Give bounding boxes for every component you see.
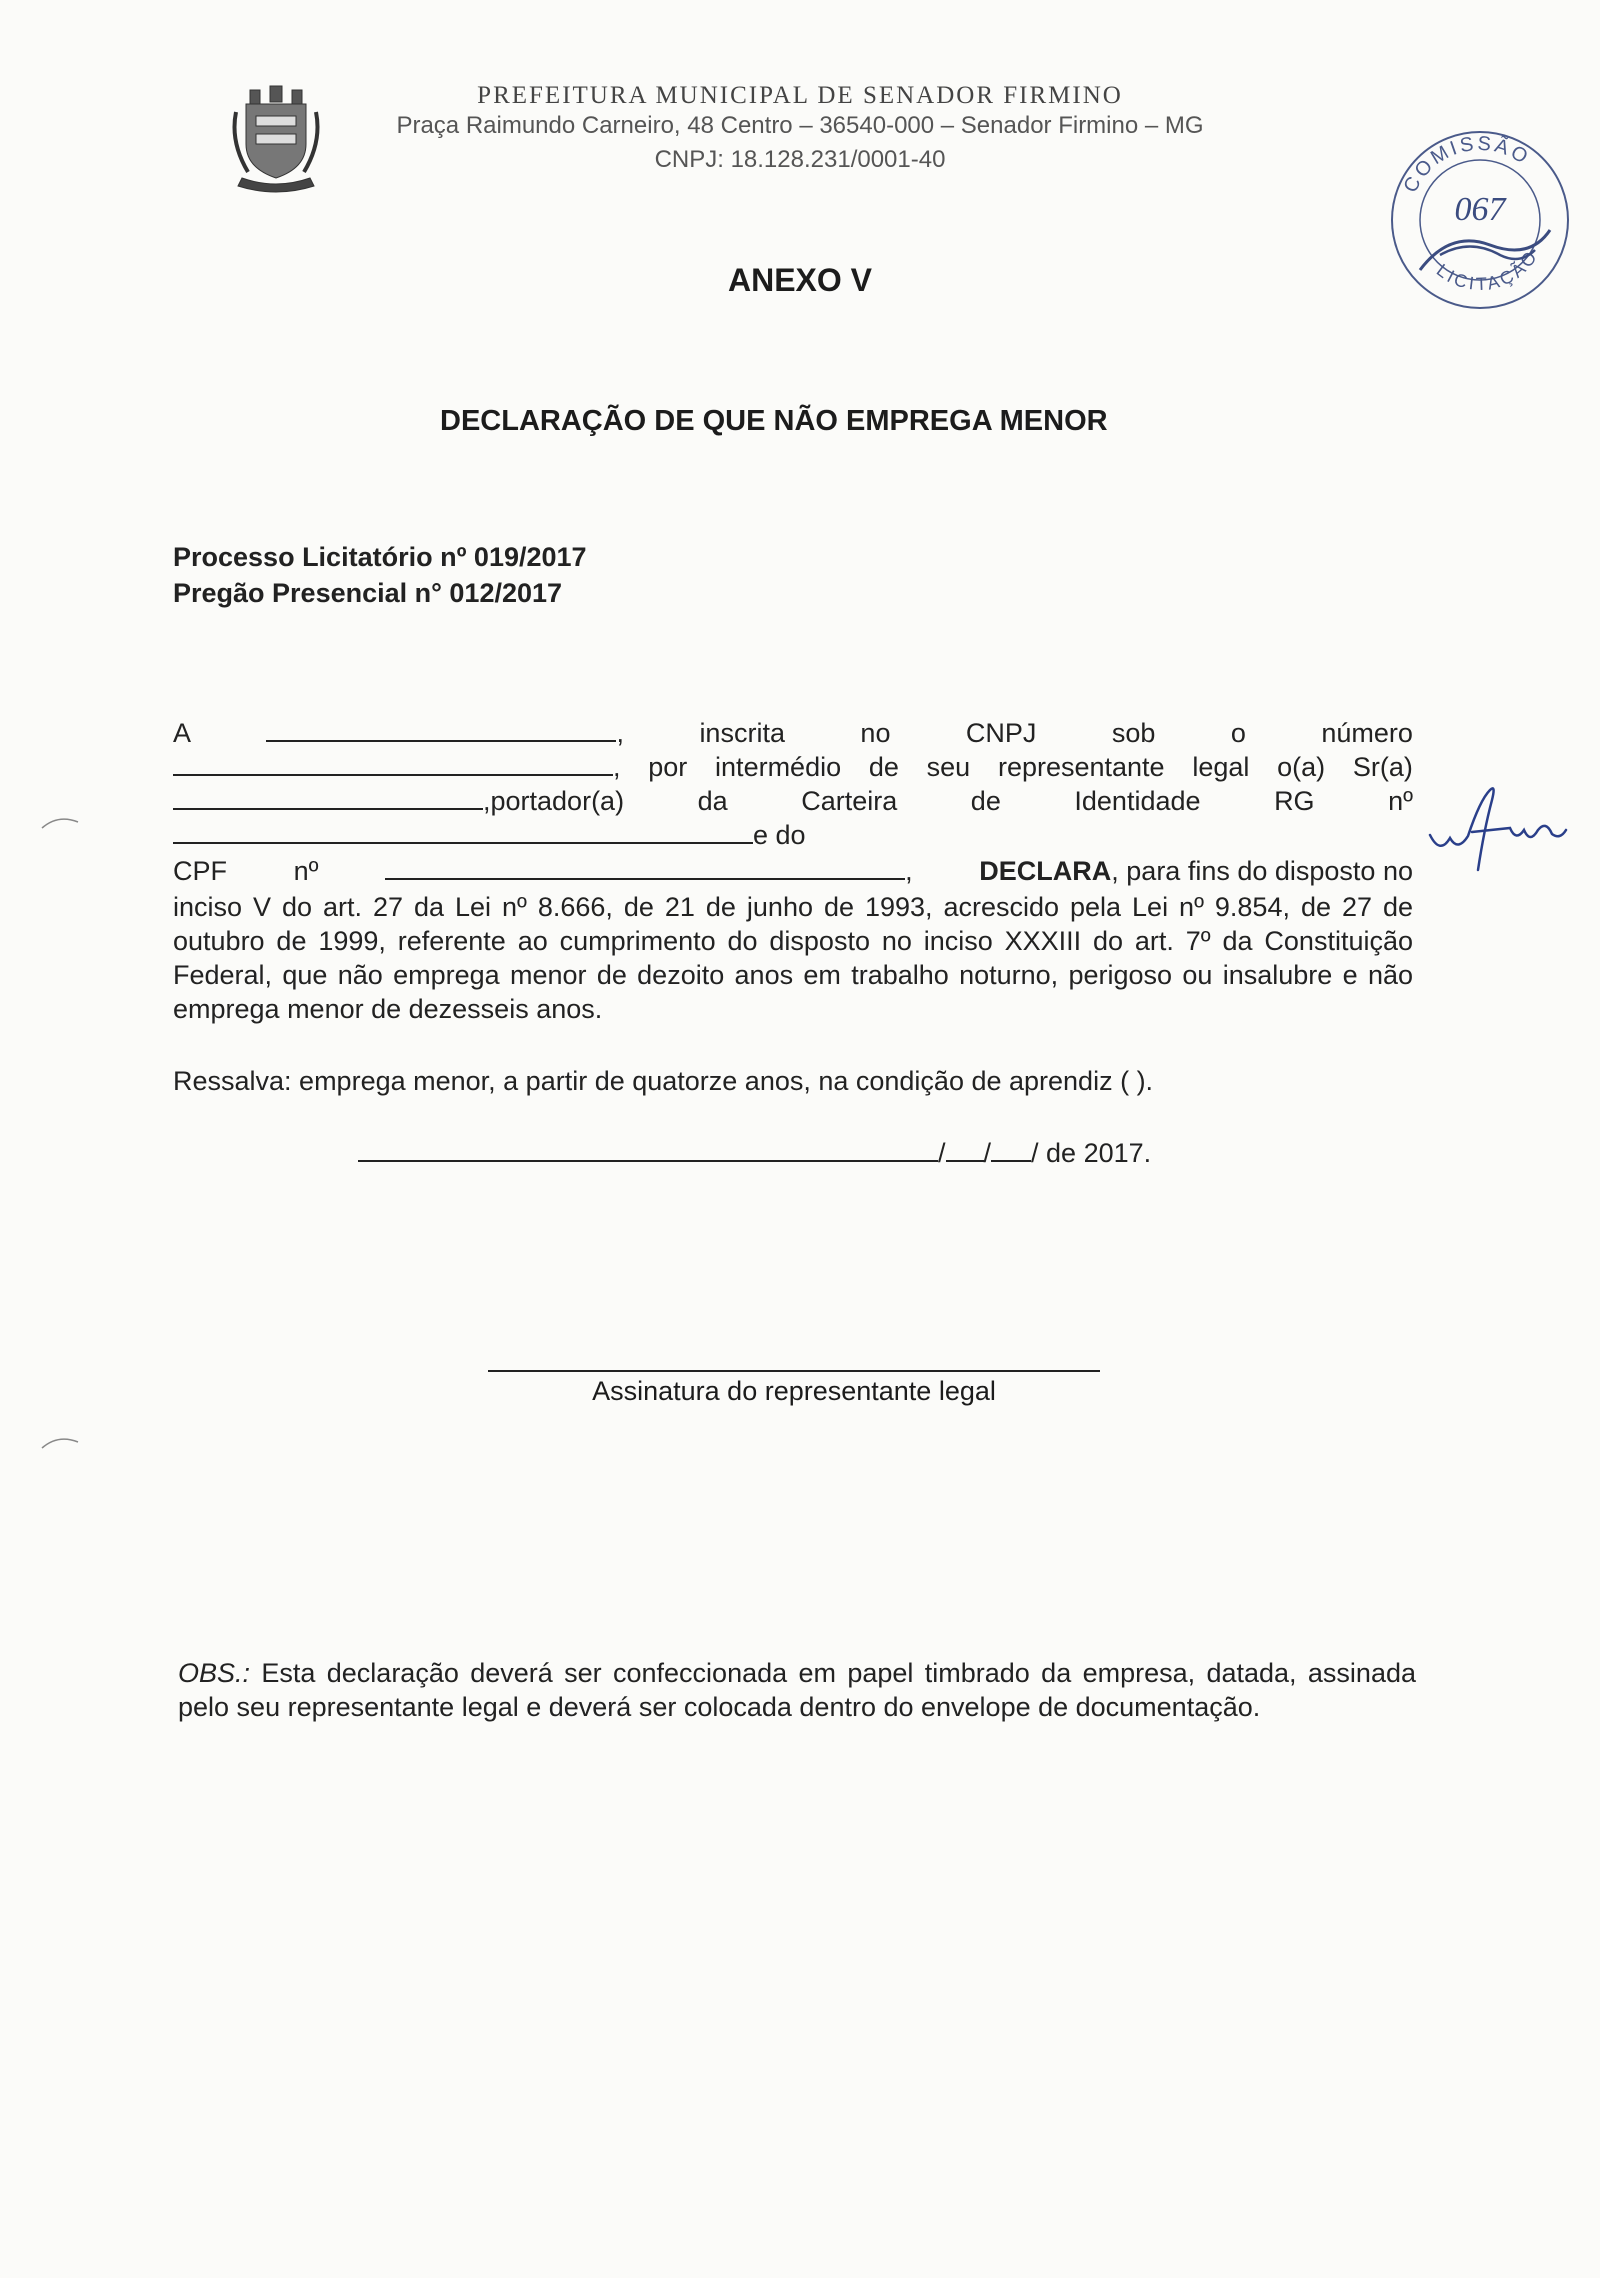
- margin-mark: [40, 812, 80, 832]
- cnpj-field[interactable]: [173, 752, 613, 776]
- form-line-3: ,portador(a) da Carteira de Identidade RG nº: [173, 786, 1413, 820]
- month-field[interactable]: [991, 1138, 1031, 1162]
- date-line: / / / de 2017.: [358, 1138, 1258, 1172]
- cpf-number-field[interactable]: [385, 856, 905, 880]
- ressalva-text: Ressalva: emprega menor, a partir de quatorze anos, na condição de aprendiz ( ).: [173, 1066, 1154, 1096]
- municipality-cnpj: CNPJ: 18.128.231/0001-40: [654, 146, 946, 173]
- rg-number-field[interactable]: [173, 820, 753, 844]
- handwritten-rubric: [1420, 760, 1570, 880]
- signature-line[interactable]: [488, 1370, 1100, 1372]
- obs-label: OBS.:: [178, 1658, 251, 1688]
- stamp-bottom-text: LICITAÇÃO: [1432, 245, 1543, 295]
- form-line-4: e do: [173, 820, 1413, 854]
- form-line-1: A , inscrita no CNPJ sob o número: [173, 718, 1413, 748]
- signature-label: Assinatura do representante legal: [592, 1376, 996, 1406]
- obs-text: Esta declaração deverá ser confeccionada em papel timbrado da empresa, datada, assinada pelo seu representante legal e deverá ser colocada dentro do envelope de documentação.: [178, 1658, 1416, 1722]
- auction-number: Pregão Presencial n° 012/2017: [173, 578, 563, 608]
- stamp-number: 067: [1454, 191, 1506, 228]
- declaration-paragraph: inciso V do art. 27 da Lei nº 8.666, de 21 de junho de 1993, acrescido pela Lei nº 9.854, de 27 de outubro de 1999, referente ao cumprimento do disposto no inciso XXXIII do art. 7º da Constituição Federal, que não emprega menor de dezoito anos em trabalho noturno, perigoso ou insalubre e não emprega menor de dezesseis anos.: [173, 892, 1413, 1024]
- form-line-2: , por intermédio de seu representante legal o(a) Sr(a): [173, 752, 1413, 786]
- municipality-address: Praça Raimundo Carneiro, 48 Centro – 36540-000 – Senador Firmino – MG: [396, 112, 1204, 139]
- margin-mark: [40, 1432, 80, 1452]
- company-name-field[interactable]: [266, 718, 616, 742]
- process-number: Processo Licitatório nº 019/2017: [173, 542, 587, 572]
- stamp-top-text: COMISSÃO: [1399, 132, 1535, 197]
- city-field[interactable]: [358, 1138, 938, 1162]
- annex-title: ANEXO V: [727, 262, 873, 298]
- form-line-5: CPF nº , DECLARA, para fins do disposto no: [173, 856, 1413, 886]
- municipality-name: PREFEITURA MUNICIPAL DE SENADOR FIRMINO: [477, 82, 1123, 109]
- declaration-title: DECLARAÇÃO DE QUE NÃO EMPREGA MENOR: [440, 405, 1108, 437]
- svg-text:COMISSÃO: [1400, 133, 1535, 197]
- observation-note: [178, 1656, 1416, 1724]
- day-field[interactable]: [946, 1138, 984, 1162]
- representative-name-field[interactable]: [173, 786, 483, 810]
